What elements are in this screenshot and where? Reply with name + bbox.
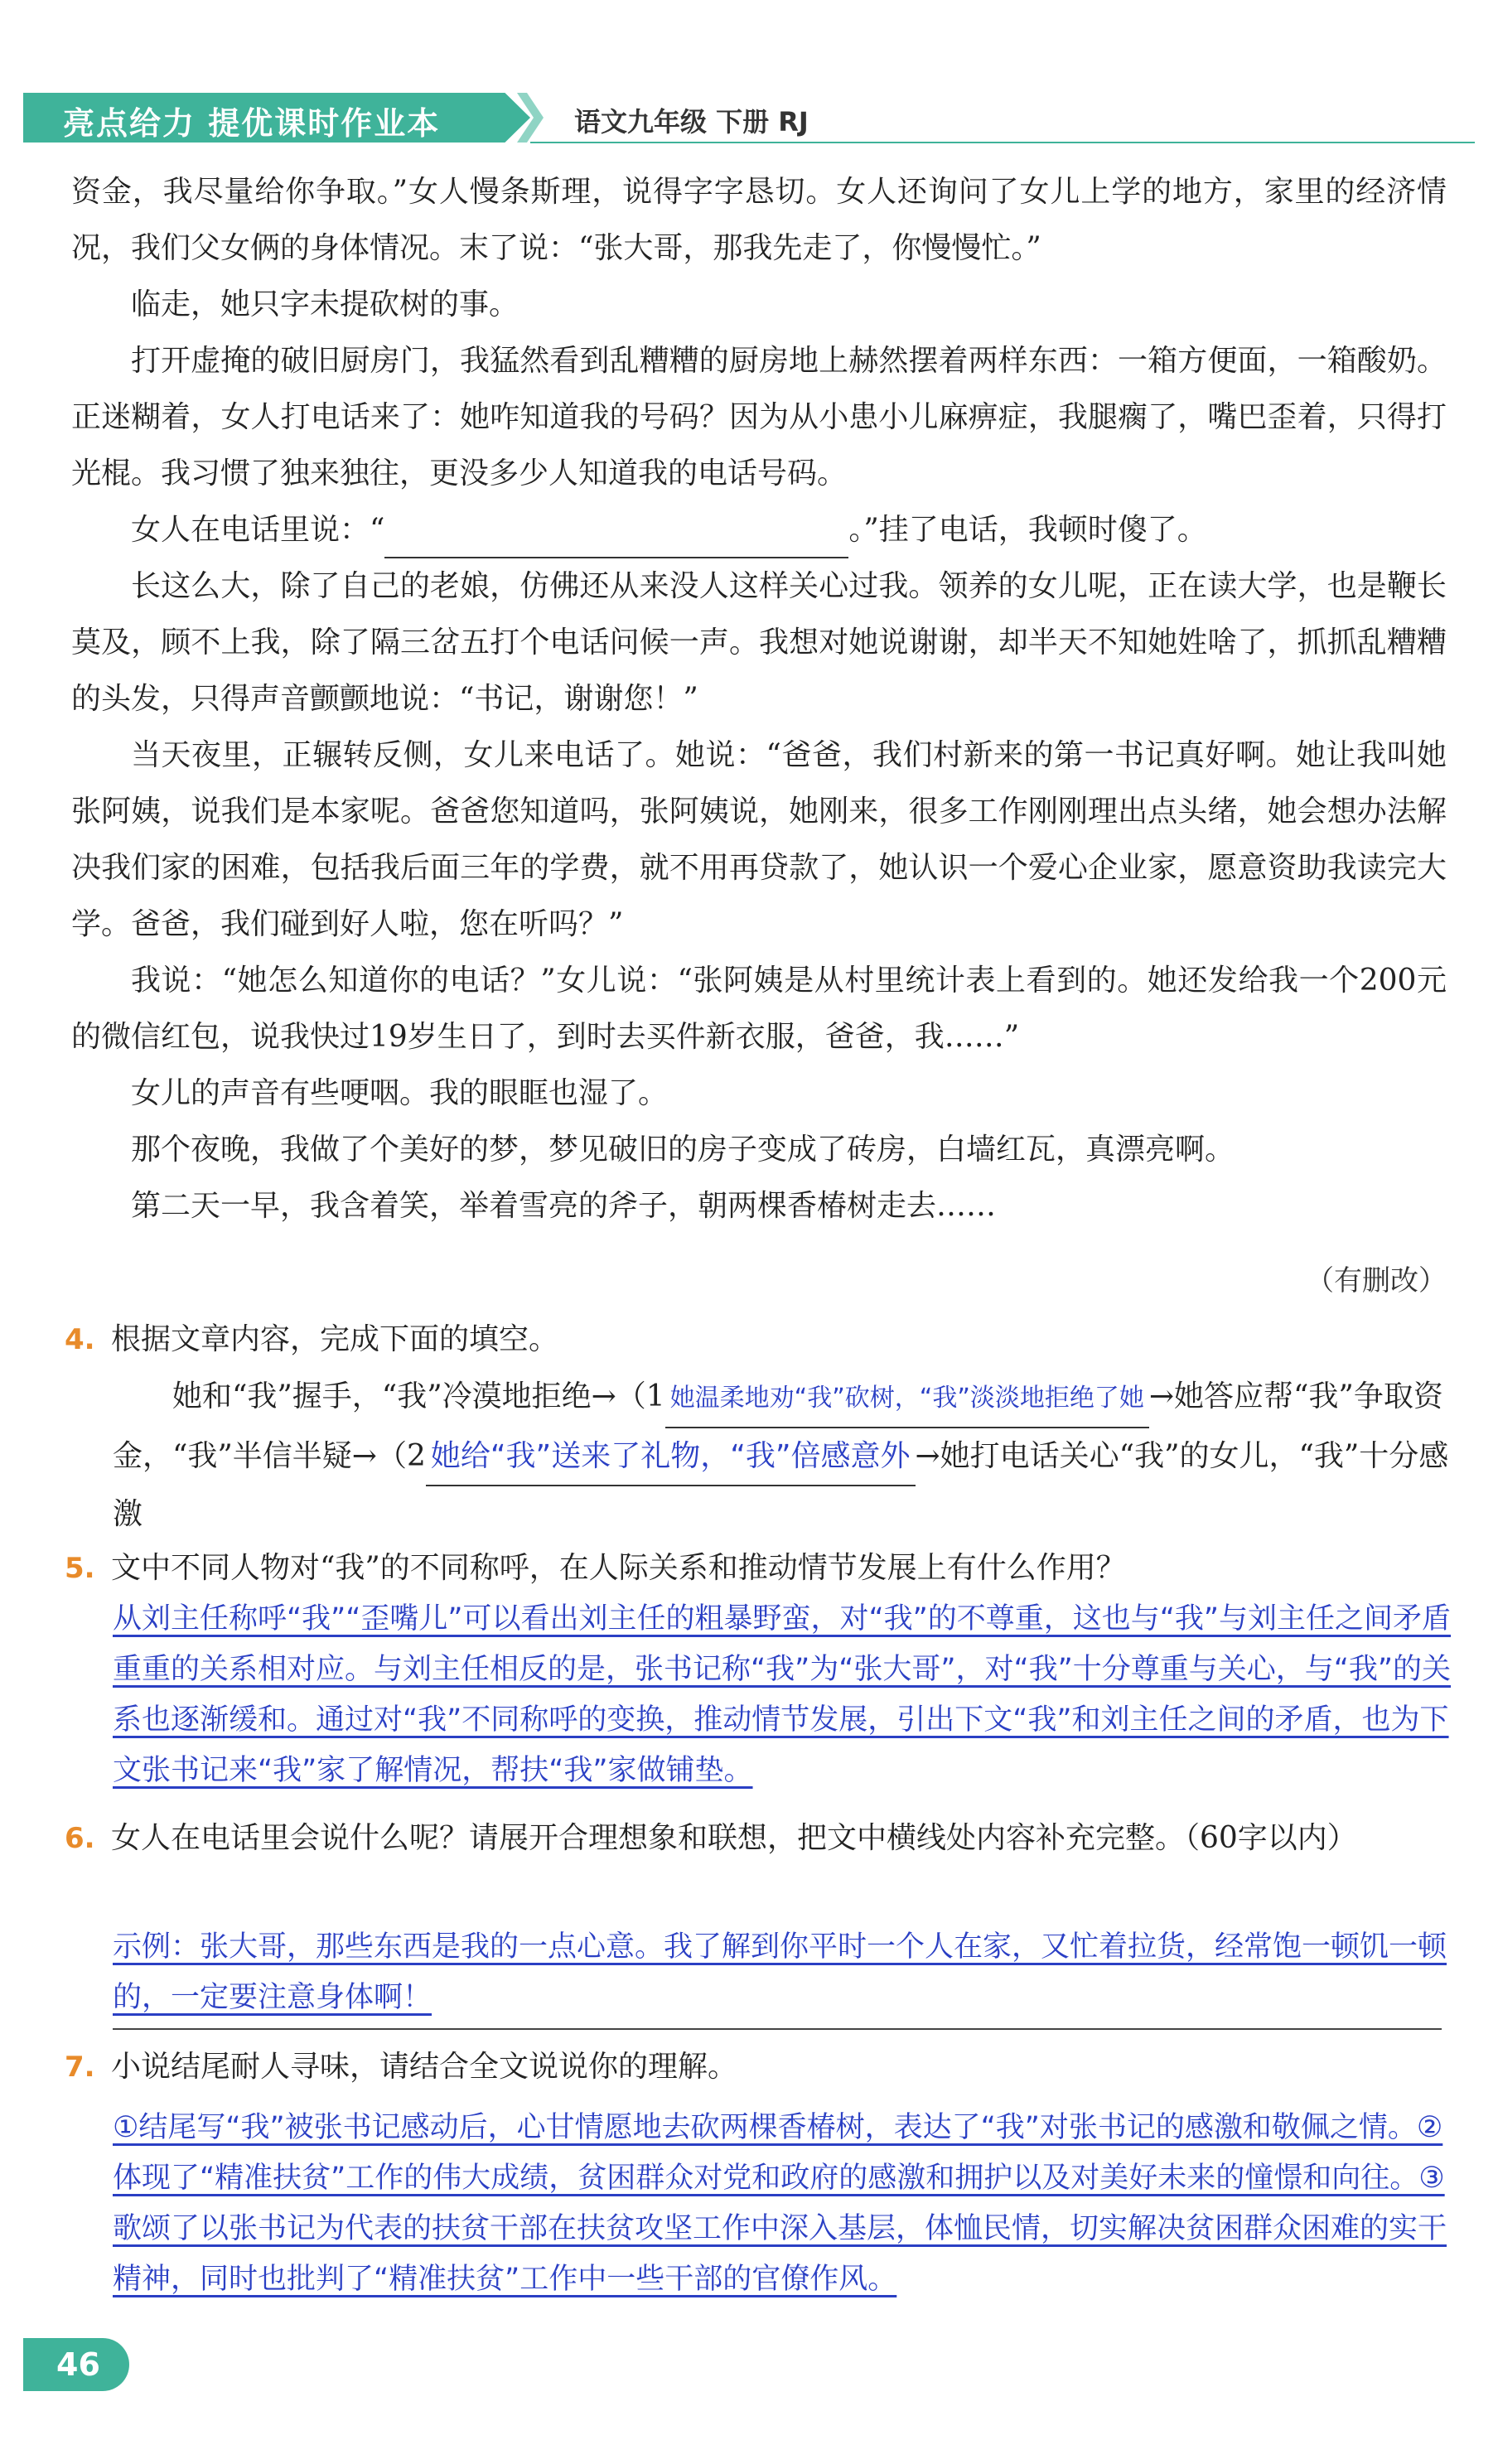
paragraph: 我说：“她怎么知道你的电话？”女儿说：“张阿姨是从村里统计表上看到的。她还发给我一个200元的微信红包，说我快过19岁生日了，到时去买件新衣服，爸爸，我……” bbox=[71, 964, 1447, 1054]
answer-fill-1: 她温柔地劝“我”砍树，“我”淡淡地拒绝了她 bbox=[665, 1370, 1149, 1428]
phone-paragraph bbox=[71, 502, 1447, 558]
paragraph: 资金，我尽量给你争取。”女人慢条斯理，说得字字恳切。女人还询问了女儿上学的地方，家里的经济情况，我们父女俩的身体情况。末了说：“张大哥，那我先走了，你慢慢忙。” bbox=[71, 175, 1447, 265]
q5-answer: 从刘主任称呼“我”“歪嘴儿”可以看出刘主任的粗暴野蛮，对“我”的不尊重，这也与“我”与刘主任之间矛盾重重的关系相对应。与刘主任相反的是，张书记称“我”为“张大哥”，对“我”十分尊重与关心，与“我”的关系也逐渐缓和。通过对“我”不同称呼的变换，推动情节发展，引出下文“我”和刘主任之间的矛盾，也为下文张书记来“我”家了解情况，帮扶“我”家做铺垫。 bbox=[113, 1602, 1452, 1787]
paragraph: 临走，她只字未提砍树的事。 bbox=[131, 287, 519, 321]
question-7 bbox=[65, 2043, 1457, 2085]
paragraph: 打开虚掩的破旧厨房门，我猛然看到乱糟糟的厨房地上赫然摆着两样东西：一箱方便面，一箱酸奶。正迷糊着，女人打电话来了：她咋知道我的号码？因为从小患小儿麻痹症，我腿瘸了，嘴巴歪着，只得打光棍。我习惯了独来独往，更没多少人知道我的电话号码。 bbox=[71, 344, 1447, 490]
phone-text-after: 。”挂了电话，我顿时傻了。 bbox=[848, 513, 1207, 547]
page-header bbox=[23, 93, 1475, 143]
phone-text-before: 女人在电话里说：“ bbox=[131, 513, 385, 547]
paragraph: 那个夜晚，我做了个美好的梦，梦见破旧的房子变成了砖房，白墙红瓦，真漂亮啊。 bbox=[131, 1133, 1235, 1167]
question-number: 4. bbox=[65, 1323, 95, 1356]
q7-answer: ①结尾写“我”被张书记感动后，心甘情愿地去砍两棵香椿树，表达了“我”对张书记的感激和敬佩之情。②体现了“精准扶贫”工作的伟大成绩，贫困群众对党和政府的感激和拥护以及对美好未来的憧憬和向往。③歌颂了以张书记为代表的扶贫干部在扶贫攻坚工作中深入基层，体恤民情，切实解决贫困群众困难的实干精神，同时也批判了“精准扶贫”工作中一些干部的官僚作风。 bbox=[113, 2111, 1447, 2296]
flow-text: 她和“我”握手，“我”冷漠地拒绝→（1 bbox=[172, 1379, 665, 1413]
subject-label: 语文九年级 下册 RJ bbox=[574, 106, 809, 138]
q4-flow bbox=[113, 1369, 1455, 1543]
reading-passage bbox=[71, 164, 1447, 1234]
question-prompt: 女人在电话里会说什么呢？请展开合理想象和联想，把文中横线处内容补充完整。（60字以内） bbox=[111, 1821, 1357, 1855]
book-title: 亮点给力 提优课时作业本 bbox=[63, 105, 441, 142]
paragraph: 第二天一早，我含着笑，举着雪亮的斧子，朝两棵香椿树走去…… bbox=[131, 1189, 997, 1223]
source-note: （有删改） bbox=[1306, 1264, 1447, 1297]
answer-fill-2: 她给“我”送来了礼物，“我”倍感意外 bbox=[426, 1428, 916, 1486]
question-number: 6. bbox=[65, 1822, 95, 1855]
question-4 bbox=[65, 1316, 1457, 1358]
fill-blank-line bbox=[384, 524, 848, 558]
paragraph: 当天夜里，正辗转反侧，女儿来电话了。她说：“爸爸，我们村新来的第一书记真好啊。她让我叫她张阿姨，说我们是本家呢。爸爸您知道吗，张阿姨说，她刚来，很多工作刚刚理出点头绪，她会想办法解决我们家的困难，包括我后面三年的学费，就不用再贷款了，她认识一个爱心企业家，愿意资助我读完大学。爸爸，我们碰到好人啦，您在听吗？” bbox=[71, 738, 1447, 941]
header-rule bbox=[530, 142, 1475, 143]
paragraph: 女儿的声音有些哽咽。我的眼眶也湿了。 bbox=[131, 1076, 669, 1110]
question-prompt: 根据文章内容，完成下面的填空。 bbox=[111, 1322, 559, 1356]
flow-text: →她答应帮“我”争取资金，“我”半信半疑→（2 bbox=[113, 1379, 1443, 1473]
question-number: 7. bbox=[65, 2051, 95, 2084]
question-prompt: 文中不同人物对“我”的不同称呼，在人际关系和推动情节发展上有什么作用？ bbox=[111, 1551, 1126, 1585]
question-number: 5. bbox=[65, 1552, 95, 1585]
flow-text: →她打电话关心“我”的女儿，“我”十分感激 bbox=[113, 1439, 1449, 1531]
q6-answer: 示例：张大哥，那些东西是我的一点心意。我了解到你平时一个人在家，又忙着拉货，经常饱一顿饥一顿的，一定要注意身体啊！ bbox=[113, 1930, 1447, 2014]
answer-line bbox=[113, 2028, 1442, 2030]
question-5 bbox=[65, 1544, 1457, 1587]
page-number: 46 bbox=[23, 2338, 129, 2391]
question-6 bbox=[65, 1811, 1457, 1866]
paragraph: 长这么大，除了自己的老娘，仿佛还从来没人这样关心过我。领养的女儿呢，正在读大学，也是鞭长莫及，顾不上我，除了隔三岔五打个电话问候一声。我想对她说谢谢，却半天不知她姓啥了，抓抓乱糟糟的头发，只得声音颤颤地说：“书记，谢谢您！” bbox=[71, 569, 1447, 716]
question-prompt: 小说结尾耐人寻味，请结合全文说说你的理解。 bbox=[111, 2050, 738, 2084]
